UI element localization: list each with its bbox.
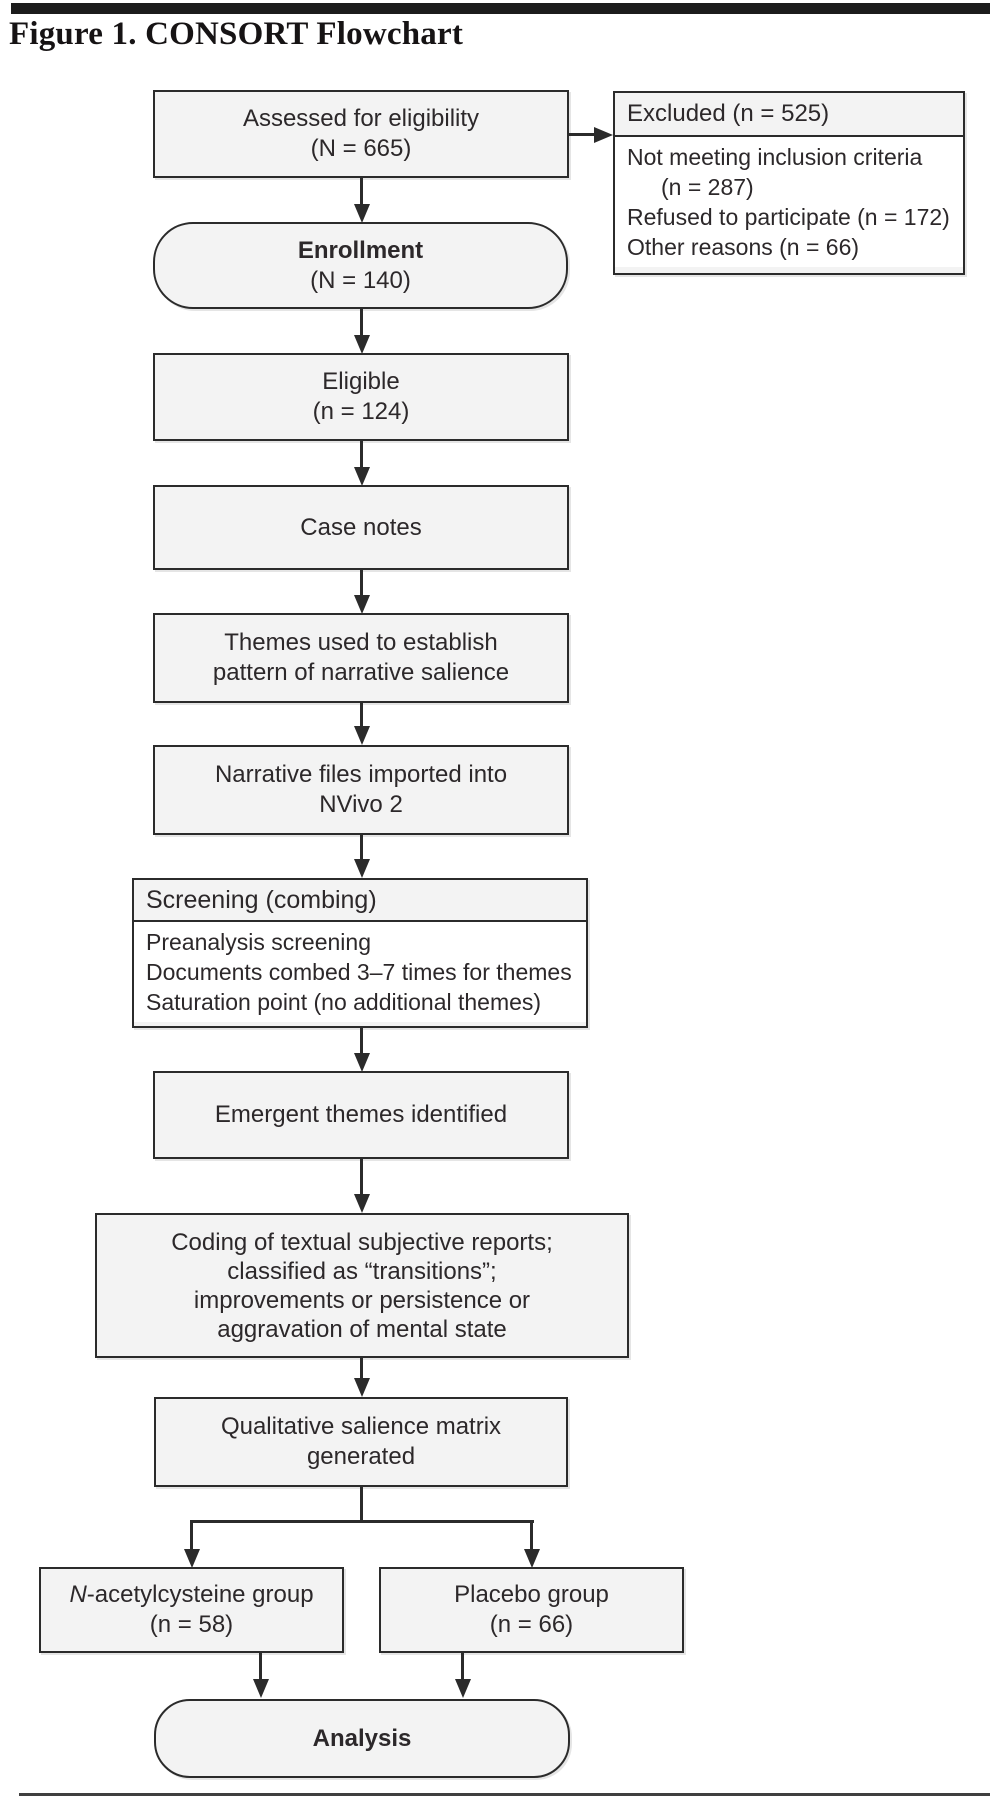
top-rule-bar	[11, 3, 990, 14]
node-label-line: Assessed for eligibility	[242, 105, 480, 132]
node-label-line: Narrative files imported into	[214, 761, 508, 788]
connector-line	[530, 1520, 533, 1550]
node-label-line: Enrollment	[297, 236, 424, 264]
connector-line	[360, 570, 363, 596]
connector-line	[360, 308, 363, 336]
node-label-line: Analysis	[312, 1724, 412, 1752]
flow-node-case-notes	[153, 485, 569, 570]
flow-node-placebo-group	[379, 1567, 684, 1653]
flow-node-screening	[132, 878, 588, 1028]
figure-title: Figure 1. CONSORT Flowchart	[9, 16, 464, 52]
connector-line	[259, 1653, 262, 1680]
node-label-line: Qualitative salience matrix	[220, 1413, 502, 1440]
arrowhead-down-icon	[354, 595, 370, 614]
node-label-line: NVivo 2	[319, 791, 403, 818]
excluded-body	[615, 137, 963, 267]
connector-line	[360, 835, 363, 860]
node-label-line: generated	[306, 1443, 416, 1470]
connector-line	[190, 1520, 534, 1523]
arrowhead-down-icon	[354, 204, 370, 223]
connector-line	[360, 1028, 363, 1054]
connector-line	[190, 1520, 193, 1550]
arrowhead-down-icon	[354, 1378, 370, 1397]
arrowhead-down-icon	[253, 1679, 269, 1698]
screening-item: Documents combed 3–7 times for themes	[146, 959, 572, 985]
connector-line	[360, 1487, 363, 1523]
screening-item: Saturation point (no additional themes)	[146, 989, 542, 1015]
excluded-item: Other reasons (n = 66)	[627, 234, 860, 260]
excluded-header: Excluded (n = 525)	[615, 93, 963, 137]
node-label-line: (n = 66)	[489, 1611, 574, 1638]
flow-node-analysis	[154, 1699, 570, 1778]
arrowhead-down-icon	[455, 1679, 471, 1698]
arrowhead-down-icon	[354, 726, 370, 745]
screening-item: Preanalysis screening	[146, 929, 372, 955]
node-label-line: (n = 124)	[312, 398, 410, 425]
node-label-line: N-acetylcysteine group	[69, 1581, 314, 1608]
node-label-line: Emergent themes identified	[214, 1101, 508, 1128]
excluded-item-continuation: (n = 287)	[661, 174, 754, 200]
connector-line	[461, 1653, 464, 1680]
flow-node-emergent	[153, 1071, 569, 1159]
screening-header: Screening (combing)	[134, 880, 586, 922]
arrowhead-down-icon	[354, 467, 370, 486]
flow-node-coding	[95, 1213, 629, 1358]
node-label-line: pattern of narrative salience	[212, 659, 510, 686]
node-label-line: Themes used to establish	[224, 629, 498, 656]
arrowhead-down-icon	[184, 1549, 200, 1568]
node-label-line: improvements or persistence or	[193, 1286, 531, 1314]
node-label-line: (n = 58)	[149, 1611, 234, 1638]
excluded-item: Not meeting inclusion criteria	[627, 144, 923, 170]
connector-line	[360, 1358, 363, 1379]
flow-node-excluded	[613, 91, 965, 275]
arrowhead-down-icon	[354, 335, 370, 354]
connector-line	[360, 703, 363, 727]
excluded-item: Refused to participate (n = 172)	[627, 204, 950, 230]
connector-line	[360, 178, 363, 205]
node-label-line: (N = 665)	[310, 135, 412, 162]
screening-body	[134, 922, 586, 1022]
node-label-line: Eligible	[322, 368, 400, 395]
arrowhead-down-icon	[524, 1549, 540, 1568]
node-label-line: Case notes	[300, 513, 422, 541]
flow-node-narrative	[153, 745, 569, 835]
arrowhead-down-icon	[354, 1053, 370, 1072]
arrowhead-down-icon	[354, 859, 370, 878]
connector-line	[569, 133, 597, 136]
flow-node-assessed	[153, 90, 569, 178]
connector-line	[360, 441, 363, 468]
node-label-line: aggravation of mental state	[217, 1315, 507, 1343]
arrowhead-down-icon	[354, 1194, 370, 1213]
flow-node-eligible	[153, 353, 569, 441]
node-label-line: (N = 140)	[310, 266, 411, 294]
flow-node-nac-group	[39, 1567, 344, 1653]
node-label-line: classified as “transitions”;	[227, 1257, 497, 1285]
flow-node-themes	[153, 613, 569, 703]
bottom-rule	[19, 1793, 990, 1796]
node-label-line: Placebo group	[454, 1581, 609, 1608]
connector-line	[360, 1159, 363, 1195]
arrowhead-right-icon	[594, 127, 613, 143]
flow-node-matrix	[154, 1397, 568, 1487]
node-label-line: Coding of textual subjective reports;	[171, 1228, 553, 1256]
flow-node-enrollment	[153, 222, 568, 309]
